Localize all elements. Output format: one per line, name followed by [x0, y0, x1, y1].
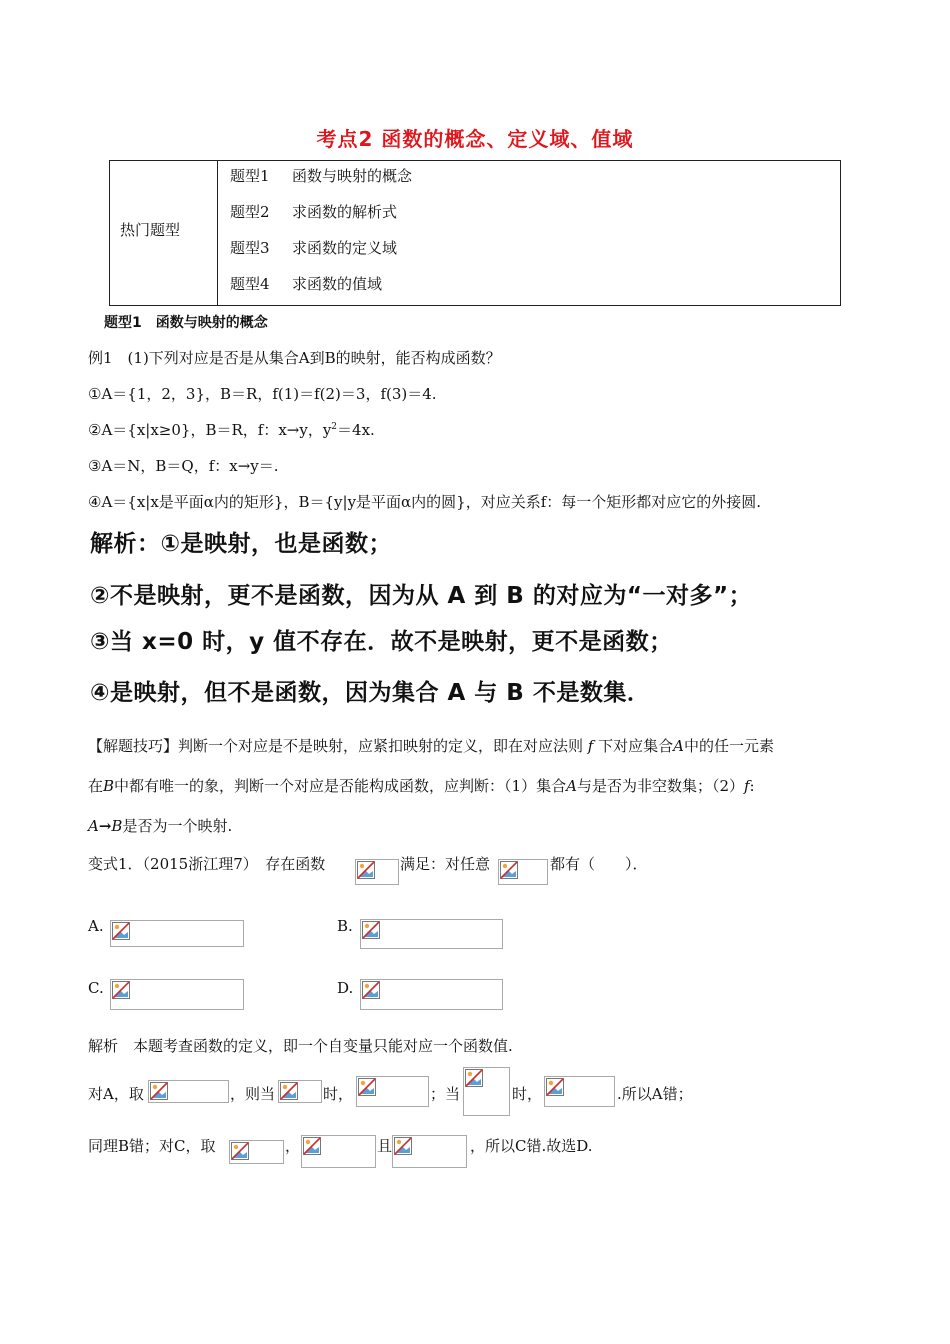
table-row — [230, 273, 382, 294]
option-b-image — [360, 919, 503, 949]
broken-image-icon — [362, 921, 380, 939]
broken-image-icon — [500, 861, 518, 879]
solution-text: 时， — [323, 1085, 354, 1103]
formula-image — [356, 1076, 429, 1107]
broken-image-icon — [303, 1137, 321, 1155]
variant-text-a: 变式1．（2015浙江理7） 存在函数 — [88, 855, 326, 873]
example-item-4: ④A＝{x|x是平面α内的矩形}，B＝{y|y是平面α内的圆}，对应关系f：每一个矩形都对应它的外接圆. — [88, 493, 762, 511]
analysis-line-3: ③当 x=0 时，y 值不存在．故不是映射，更不是函数； — [90, 629, 673, 655]
solution-text: 对A，取 — [88, 1085, 144, 1103]
broken-image-icon — [231, 1142, 249, 1160]
table-row — [230, 237, 397, 258]
tips-line-1: 【解题技巧】判断一个对应是不是映射，应紧扣映射的定义，即在对应法则 f 下对应集合A中的任一元素 — [88, 737, 775, 755]
formula-image — [498, 859, 548, 885]
formula-image — [229, 1140, 284, 1164]
option-d-label: D. — [337, 979, 354, 997]
analysis-line-2: ②不是映射，更不是函数，因为从 A 到 B 的对应为“一对多”； — [90, 583, 753, 609]
analysis-line-1: 解析：①是映射，也是函数； — [90, 531, 392, 557]
table-divider — [217, 161, 218, 305]
option-d-image — [360, 979, 503, 1010]
solution-text: ， — [285, 1137, 301, 1155]
formula-image — [544, 1076, 615, 1107]
topic-text: 求函数的解析式 — [292, 203, 398, 221]
table-row — [230, 165, 412, 186]
broken-image-icon — [112, 922, 130, 940]
solution-text: 且 — [377, 1137, 393, 1155]
topic-number: 题型4 — [230, 275, 270, 293]
broken-image-icon — [362, 981, 380, 999]
formula-image — [278, 1080, 322, 1103]
broken-image-icon — [112, 981, 130, 999]
formula-image — [301, 1135, 376, 1168]
formula-image — [392, 1135, 467, 1168]
topic-number: 题型2 — [230, 203, 270, 221]
topic-text: 函数与映射的概念 — [292, 167, 413, 185]
broken-image-icon — [358, 1078, 376, 1096]
broken-image-icon — [546, 1078, 564, 1096]
table-label: 热门题型 — [120, 221, 181, 239]
table-row — [230, 201, 397, 222]
option-c-image — [110, 979, 244, 1010]
formula-image — [463, 1067, 510, 1116]
solution-text: 时， — [512, 1085, 543, 1103]
solution-text: ，则当 — [230, 1085, 276, 1103]
topic-text: 求函数的定义域 — [292, 239, 398, 257]
formula-image — [148, 1080, 229, 1103]
option-a-label: A. — [88, 917, 104, 935]
broken-image-icon — [280, 1082, 298, 1100]
tips-line-3: A→B是否为一个映射. — [88, 817, 233, 835]
analysis-line-4: ④是映射，但不是函数，因为集合 A 与 B 不是数集． — [90, 680, 651, 706]
formula-image — [355, 859, 399, 885]
tips-line-2: 在B中都有唯一的象，判断一个对应是否能构成函数，应判断：（1）集合A与是否为非空数集；（2）f: — [88, 777, 755, 795]
solution-text: ，所以C错.故选D. — [470, 1137, 593, 1155]
solution-line-1: 解析 本题考查函数的定义，即一个自变量只能对应一个函数值. — [88, 1037, 513, 1055]
variant-text-b: 满足：对任意 — [400, 855, 491, 873]
example-item-1: ①A＝{1，2，3}，B＝R，f(1)＝f(2)＝3，f(3)＝4. — [88, 385, 437, 403]
broken-image-icon — [394, 1137, 412, 1155]
solution-text: ；当 — [430, 1085, 461, 1103]
topic-number: 题型1 — [230, 167, 270, 185]
variant-text-c: 都有（ ）． — [550, 855, 648, 873]
example-item-3: ③A＝N，B＝Q，f：x→y＝. — [88, 457, 279, 475]
broken-image-icon — [150, 1082, 168, 1100]
solution-text: .所以A错； — [617, 1085, 693, 1103]
topic-text: 求函数的值域 — [292, 275, 383, 293]
example-item-2: ②A＝{x|x≥0}，B＝R，f：x→y，$y^2=4x$. — [88, 421, 375, 439]
option-a-image — [110, 920, 244, 947]
broken-image-icon — [357, 861, 375, 879]
section-heading: 题型1 函数与映射的概念 — [104, 315, 268, 331]
solution-text: 同理B错；对C，取 — [88, 1137, 216, 1155]
hot-topics-table — [109, 160, 841, 306]
option-c-label: C. — [88, 979, 104, 997]
broken-image-icon — [465, 1069, 483, 1087]
example-question: 例1 (1)下列对应是否是从集合A到B的映射，能否构成函数？ — [88, 349, 501, 367]
topic-number: 题型3 — [230, 239, 270, 257]
page-title: 考点2 函数的概念、定义域、值域 — [316, 127, 634, 151]
option-b-label: B. — [337, 917, 353, 935]
